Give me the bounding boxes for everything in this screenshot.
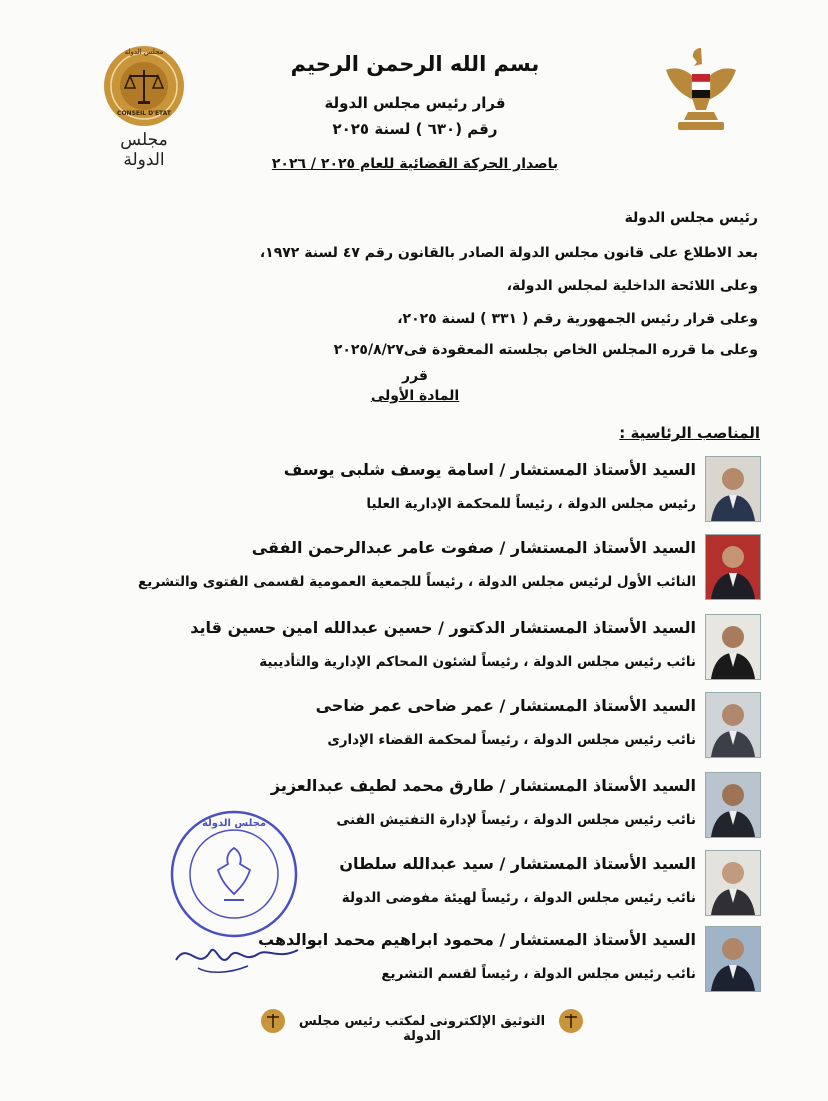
person-name: السيد الأستاذ المستشار / عمر ضاحى عمر ضاحى bbox=[315, 696, 696, 715]
person-row bbox=[0, 850, 828, 922]
person-role: نائب رئيس مجلس الدولة ، رئيساً لقسم التشريع bbox=[381, 966, 696, 982]
person-photo bbox=[705, 692, 761, 758]
decision-title: قرار رئيس مجلس الدولة bbox=[324, 94, 506, 112]
logo-top-text: مجلس الدولة bbox=[124, 48, 164, 56]
stamp-text: مجلس الدولة bbox=[201, 818, 267, 829]
person-photo bbox=[705, 772, 761, 838]
person-role: رئيس مجلس الدولة ، رئيساً للمحكمة الإدارية العليا bbox=[366, 496, 696, 512]
decided-word: قرر bbox=[402, 368, 428, 384]
person-photo bbox=[705, 926, 761, 992]
footer-logo-right-icon bbox=[558, 1008, 584, 1034]
footer-logo-left-icon bbox=[260, 1008, 286, 1034]
positions-title: المناصب الرئاسية : bbox=[619, 424, 760, 442]
logo-en-text: CONSEIL D'ETAT bbox=[117, 110, 171, 117]
bismillah-heading: بسم الله الرحمن الرحيم bbox=[290, 52, 540, 76]
person-name: السيد الأستاذ المستشار / سيد عبدالله سلطان bbox=[339, 854, 696, 873]
person-role: نائب رئيس مجلس الدولة ، رئيساً لمحكمة القضاء الإدارى bbox=[327, 732, 696, 748]
person-row bbox=[0, 534, 828, 606]
egypt-eagle-emblem bbox=[658, 40, 744, 140]
preamble-line-3: وعلى قرار رئيس الجمهورية رقم ( ٣٣١ ) لسنة ٢٠٢٥، bbox=[397, 311, 758, 327]
person-name: السيد الأستاذ المستشار / صفوت عامر عبدالرحمن الفقى bbox=[251, 538, 696, 557]
footer bbox=[260, 1008, 584, 1044]
person-row bbox=[0, 456, 828, 528]
person-photo bbox=[705, 534, 761, 600]
person-name: السيد الأستاذ المستشار / طارق محمد لطيف عبدالعزيز bbox=[270, 776, 696, 795]
official-stamp bbox=[168, 808, 300, 940]
addressee: رئيس مجلس الدولة bbox=[624, 210, 758, 226]
person-role: نائب رئيس مجلس الدولة ، رئيساً لإدارة التفتيش الفنى bbox=[336, 812, 696, 828]
article-one-title: المادة الأولى bbox=[370, 388, 460, 404]
decision-subject: باصدار الحركة القضائية للعام ٢٠٢٥ / ٢٠٢٦ bbox=[271, 156, 559, 172]
footer-text: التوثيق الإلكترونى لمكتب رئيس مجلس الدولة bbox=[298, 1014, 546, 1044]
person-photo bbox=[705, 614, 761, 680]
decision-number: رقم (٦٣٠ ) لسنة ٢٠٢٥ bbox=[332, 120, 498, 138]
person-row bbox=[0, 926, 828, 998]
person-name: السيد الأستاذ المستشار / اسامة يوسف شلبى يوسف bbox=[283, 460, 696, 479]
person-row bbox=[0, 614, 828, 686]
person-photo bbox=[705, 850, 761, 916]
person-role: نائب رئيس مجلس الدولة ، رئيساً لهيئة مفوضى الدولة bbox=[341, 890, 696, 906]
person-name: السيد الأستاذ المستشار الدكتور / حسين عبدالله امين حسين قايد bbox=[190, 618, 696, 637]
person-role: نائب رئيس مجلس الدولة ، رئيساً لشئون المحاكم الإدارية والتأديبية bbox=[259, 654, 696, 670]
person-photo bbox=[705, 456, 761, 522]
preamble-line-2: وعلى اللائحة الداخلية لمجلس الدولة، bbox=[506, 278, 758, 294]
council-of-state-logo bbox=[98, 44, 190, 170]
person-row bbox=[0, 772, 828, 844]
signature bbox=[168, 930, 308, 980]
preamble-line-1: بعد الاطلاع على قانون مجلس الدولة الصادر بالقانون رقم ٤٧ لسنة ١٩٧٢، bbox=[259, 245, 758, 261]
preamble-line-4: وعلى ما قرره المجلس الخاص بجلسته المعقودة فى٢٠٢٥/٨/٢٧ bbox=[333, 342, 758, 358]
person-name: السيد الأستاذ المستشار / محمود ابراهيم محمد ابوالدهب bbox=[258, 930, 696, 949]
person-row bbox=[0, 692, 828, 764]
logo-script-text: مجلس الدولة bbox=[120, 130, 168, 170]
person-role: النائب الأول لرئيس مجلس الدولة ، رئيساً للجمعية العمومية لقسمى الفتوى والتشريع bbox=[138, 574, 696, 590]
